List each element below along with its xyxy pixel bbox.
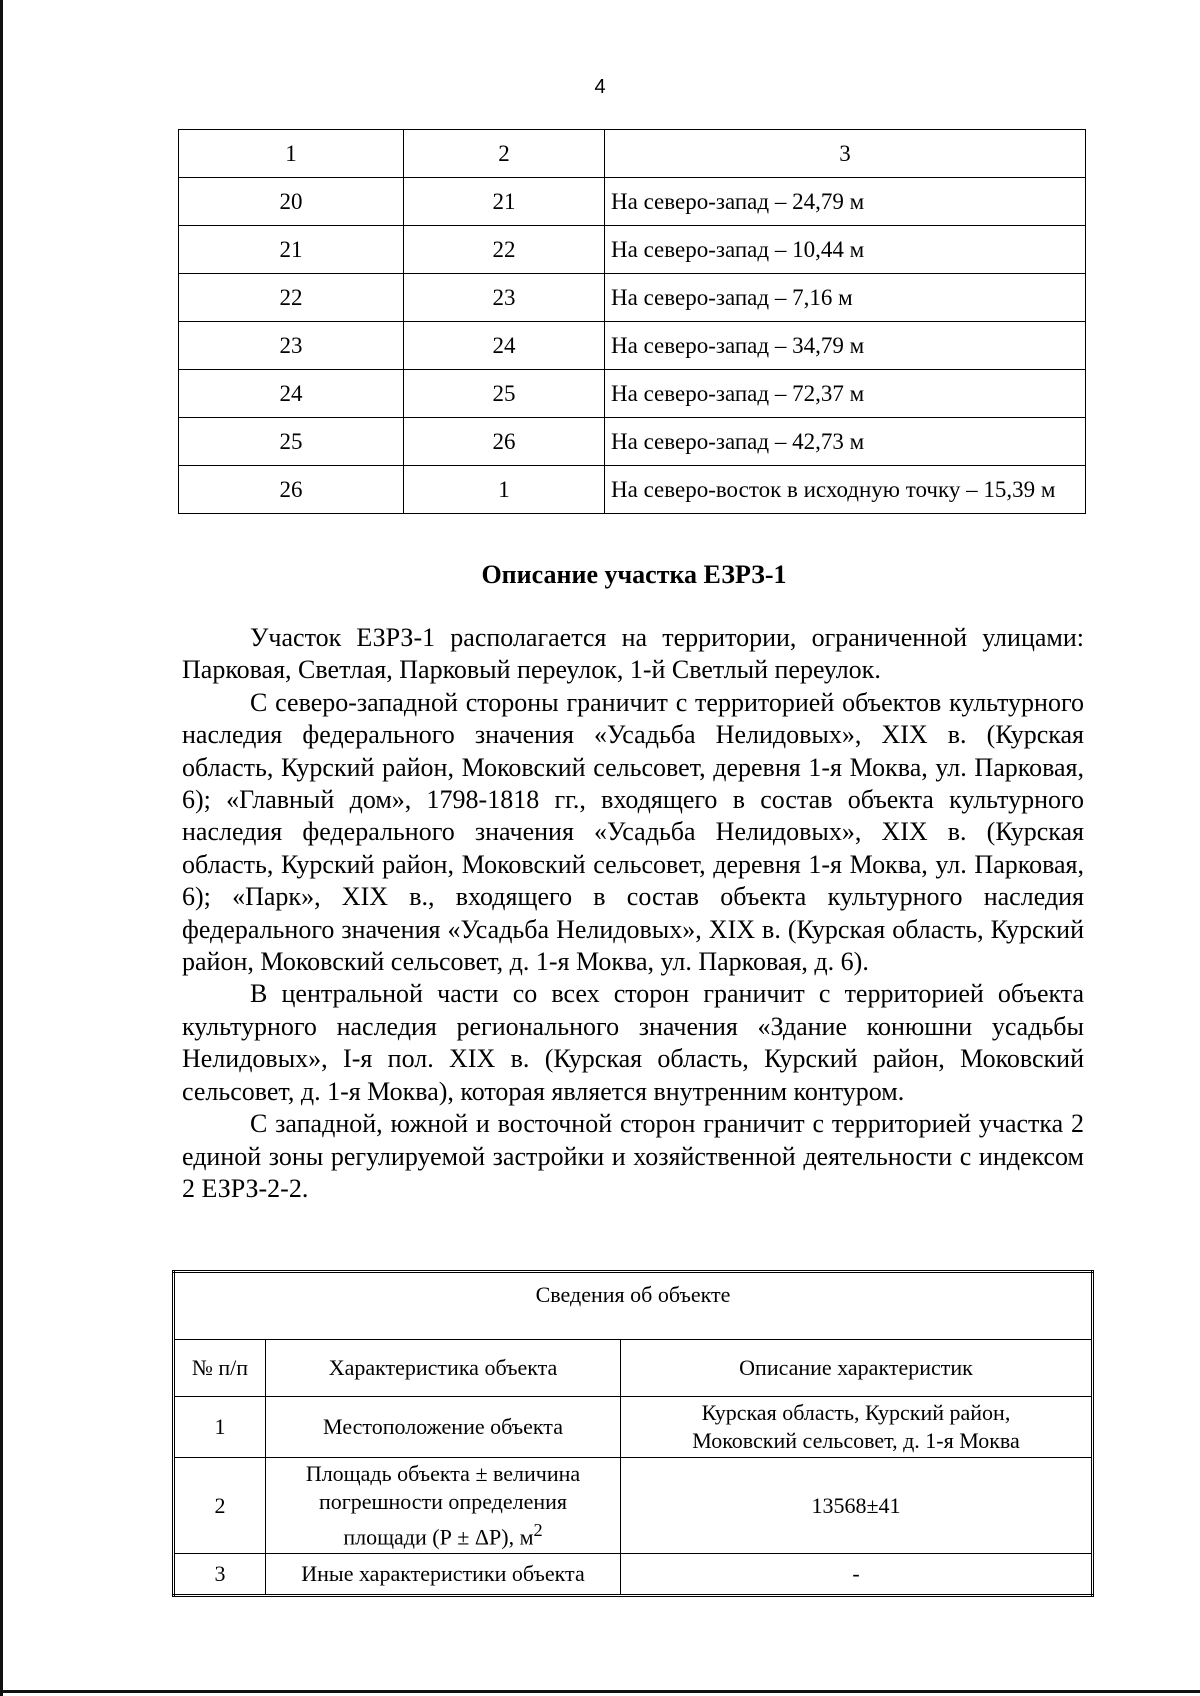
paragraph: С северо-западной стороны граничит с территорией объектов культурного наследия федерального значения «Усадьба Нелидовых», XIX в. (Курская область, Курский район, Моковский сельсовет, деревня 1-я Моква, ул. Парковая, 6); «Главный дом», 1798-1818 гг., входящего в состав объекта культурного наследия федерального значения «Усадьба Нелидовых», XIX в. (Курская область, Курский район, Моковский сельсовет, деревня 1-я Моква, ул. Парковая, 6); «Парк», XIX в., входящего в состав объекта культурного наследия федерального значения «Усадьба Нелидовых», XIX в. (Курская область, Курский район, Моковский сельсовет, д. 1-я Моква, ул. Парковая, д. 6).	[182, 687, 1084, 977]
from-point-cell: 24	[179, 370, 404, 418]
table-row	[179, 226, 1086, 274]
from-point-cell: 25	[179, 418, 404, 466]
characteristic-cell	[266, 1458, 621, 1554]
header-cell: 3	[605, 130, 1086, 178]
from-point-cell: 23	[179, 322, 404, 370]
info-table-title-row	[174, 1272, 1093, 1340]
direction-cell: На северо-восток в исходную точку – 15,39 м	[605, 466, 1086, 514]
direction-cell: На северо-запад – 24,79 м	[605, 178, 1086, 226]
characteristic-line-text: площади (Р ± ΔР), м	[343, 1524, 534, 1550]
superscript: 2	[533, 1520, 543, 1540]
page-number: 4	[594, 76, 606, 98]
to-point-cell: 22	[404, 226, 605, 274]
to-point-cell: 23	[404, 274, 605, 322]
from-point-cell: 26	[179, 466, 404, 514]
direction-cell: На северо-запад – 42,73 м	[605, 418, 1086, 466]
table-row	[179, 418, 1086, 466]
paragraph: Участок ЕЗРЗ-1 располагается на территории, ограниченной улицами: Парковая, Светлая, Парковый переулок, 1-й Светлый переулок.	[182, 623, 1084, 685]
characteristic-cell: Иные характеристики объекта	[266, 1554, 621, 1596]
paragraph: С западной, южной и восточной сторон граничит с территорией участка 2 единой зоны регулируемой застройки и хозяйственной деятельности с индексом 2 ЕЗРЗ-2-2.	[182, 1109, 1084, 1203]
header-characteristic: Характеристика объекта	[266, 1340, 621, 1397]
row-number: 2	[174, 1458, 266, 1554]
description-body	[182, 622, 1084, 1205]
table-row	[174, 1458, 1093, 1554]
scan-border-bottom	[0, 1690, 1200, 1693]
table-row	[174, 1397, 1093, 1458]
header-cell: 1	[179, 130, 404, 178]
characteristic-line	[270, 1516, 616, 1551]
scan-border-left	[0, 0, 3, 1696]
to-point-cell: 21	[404, 178, 605, 226]
from-point-cell: 22	[179, 274, 404, 322]
object-info-table	[172, 1270, 1094, 1597]
direction-cell: На северо-запад – 34,79 м	[605, 322, 1086, 370]
description-cell: -	[621, 1554, 1093, 1596]
description-cell: 13568±41	[621, 1458, 1093, 1554]
table-row	[179, 370, 1086, 418]
direction-cell: На северо-запад – 72,37 м	[605, 370, 1086, 418]
description-line: Моковский сельсовет, д. 1-я Моква	[692, 1428, 1020, 1453]
characteristic-line: погрешности определения	[318, 1489, 568, 1514]
info-table-header-row	[174, 1340, 1093, 1397]
characteristic-cell: Местоположение объекта	[266, 1397, 621, 1458]
section-title: Описание участка ЕЗРЗ-1	[481, 560, 787, 589]
table-row	[179, 178, 1086, 226]
table-row	[179, 466, 1086, 514]
header-description: Описание характеристик	[621, 1340, 1093, 1397]
paragraph: В центральной части со всех сторон граничит с территорией объекта культурного наследия регионального значения «Здание конюшни усадьбы Нелидовых», I-я пол. XIX в. (Курская область, Курский район, Моковский сельсовет, д. 1-я Моква), которая является внутренним контуром.	[182, 979, 1084, 1106]
direction-cell: На северо-запад – 10,44 м	[605, 226, 1086, 274]
from-point-cell: 20	[179, 178, 404, 226]
table-row	[179, 274, 1086, 322]
to-point-cell: 26	[404, 418, 605, 466]
direction-cell: На северо-запад – 7,16 м	[605, 274, 1086, 322]
description-line: Курская область, Курский район,	[701, 1400, 1011, 1425]
table-header-row	[179, 130, 1086, 178]
header-cell: 2	[404, 130, 605, 178]
description-cell	[621, 1397, 1093, 1458]
table-row	[174, 1554, 1093, 1596]
to-point-cell: 24	[404, 322, 605, 370]
to-point-cell: 1	[404, 466, 605, 514]
table-row	[179, 322, 1086, 370]
row-number: 1	[174, 1397, 266, 1458]
characteristic-line: Площадь объекта ± величина	[305, 1461, 581, 1486]
info-table-title: Сведения об объекте	[174, 1272, 1093, 1340]
row-number: 3	[174, 1554, 266, 1596]
segments-table	[178, 129, 1086, 514]
from-point-cell: 21	[179, 226, 404, 274]
header-number: № п/п	[174, 1340, 266, 1397]
to-point-cell: 25	[404, 370, 605, 418]
